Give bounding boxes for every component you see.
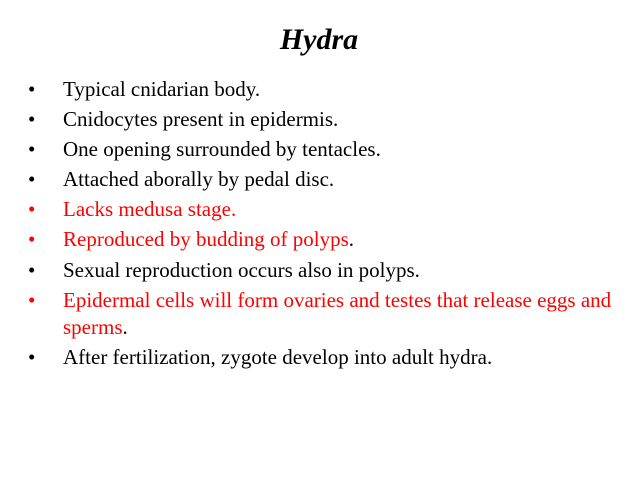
bullet-text: Reproduced by budding of polyps: [63, 227, 349, 252]
bullet-marker: •: [28, 344, 36, 369]
bullet-marker: •: [28, 77, 36, 101]
bullet-item: [28, 196, 618, 223]
bullet-item: [28, 226, 618, 253]
bullet-item: [28, 344, 618, 371]
bullet-marker: •: [28, 167, 36, 192]
bullet-marker: •: [28, 137, 36, 162]
bullet-text: One opening surrounded by tentacles.: [63, 137, 381, 162]
bullet-text: .: [122, 314, 128, 339]
bullet-item: [28, 257, 618, 284]
bullet-marker: •: [28, 287, 36, 312]
bullet-item: [28, 76, 618, 103]
bullet-item: [28, 106, 618, 133]
bullet-text: .: [348, 227, 355, 252]
bullet-list: [28, 76, 618, 374]
bullet-item: [28, 287, 618, 341]
bullet-text: Lacks medusa stage.: [63, 197, 237, 222]
bullet-marker: •: [28, 107, 36, 132]
bullet-marker: •: [28, 227, 36, 252]
bullet-item: [28, 166, 618, 193]
bullet-text: Attached aborally by pedal disc.: [63, 167, 335, 192]
bullet-text: Typical cnidarian body.: [63, 77, 261, 101]
slide-title: Hydra: [279, 23, 359, 56]
bullet-item: [28, 136, 618, 163]
bullet-text: After fertilization, zygote develop into adult hydra.: [63, 344, 493, 369]
bullet-marker: •: [28, 257, 36, 282]
bullet-marker: •: [28, 197, 36, 222]
bullet-text: Cnidocytes present in epidermis.: [63, 107, 339, 132]
bullet-text: Sexual reproduction occurs also in polyps.: [63, 257, 420, 282]
bullet-text: Epidermal cells will form ovaries and testes that release eggs and sperms: [63, 287, 612, 339]
